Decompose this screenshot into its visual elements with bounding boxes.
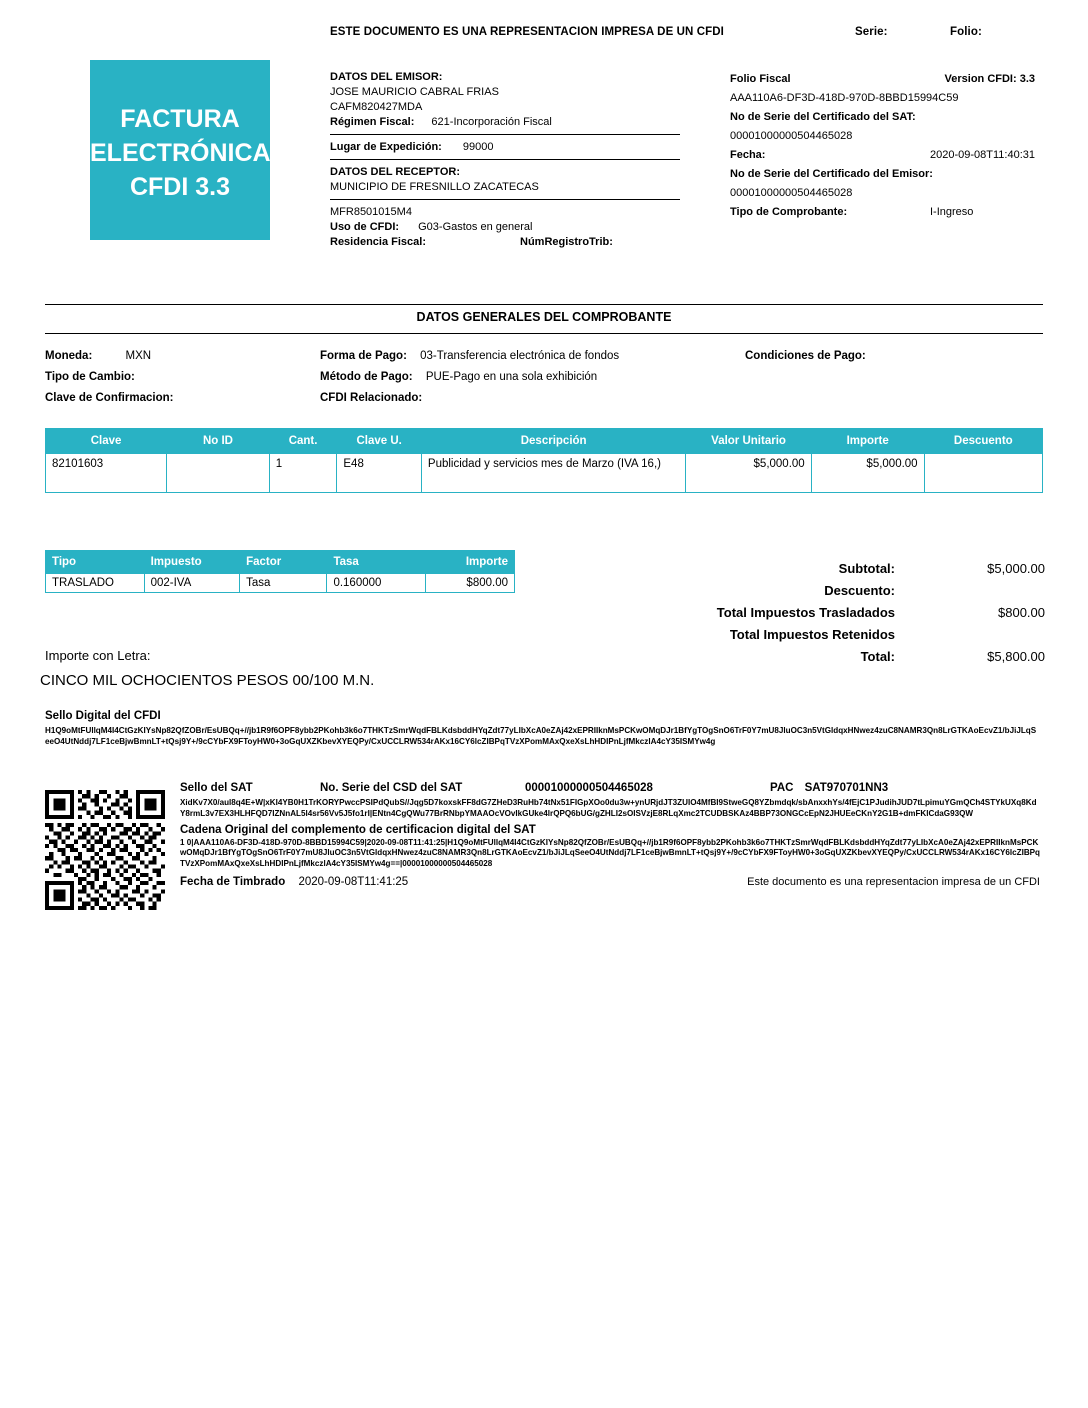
total-row-subtotal — [600, 558, 1045, 580]
impuestos-trasladados-value: $800.00 — [998, 605, 1045, 620]
impuestos-table — [45, 550, 515, 593]
conceptos-table — [45, 428, 1043, 493]
descuento-label: Descuento: — [824, 583, 895, 598]
cell-importe: $5,000.00 — [811, 454, 924, 493]
sello-sat-value: XidKv7X0/aul8q4E+W|xKI4YB0H1TrKORYPwccPSIPdQubS//Jqg5D7koxskFF8dG7ZHeD3RuHb74tNx51FIGpXOo0du3w+ynURjdJT3ZUIO4MfBI9StweGQ8YZbmdqk/sbAnxxhYs/4fEjC1PJudihJUD7tLpimuYGmQCh4STYkUXq8KdY8rmL3v7EX3HLHFQD7IZNnAL5l4sr56Vv5J5fo1rI|ENtn4CgQWu77BrRNbpYMAAOcVOvIkGUke4lrQPQ6bUG/gZHLI2sOISVzjE8RLqXmc2TCUDBSKAz4BBP73ONGCcEpN2JHUEeCKnY2G1B+dmFKlCdaG93QW — [180, 798, 1037, 818]
divider-lugar — [330, 159, 680, 160]
folio-fiscal-value: AAA110A6-DF3D-418D-970D-8BBD15994C59 — [730, 92, 959, 104]
datos-generales-column-3 — [745, 346, 1085, 367]
receptor-nombre: MUNICIPIO DE FRESNILLO ZACATECAS — [330, 181, 539, 193]
clave-confirmacion-row — [45, 388, 315, 409]
logo-box — [90, 60, 270, 240]
cell-clave-u: E48 — [337, 454, 422, 493]
total-row-retenidos — [600, 624, 1045, 646]
col-descuento: Descuento — [924, 429, 1042, 454]
divider-receptor — [330, 199, 680, 200]
emisor-nombre: JOSE MAURICIO CABRAL FRIAS — [330, 86, 499, 98]
receptor-uso-value: G03-Gastos en general — [418, 221, 533, 233]
folio-label: Folio: — [950, 26, 982, 38]
fiscal-data-block — [730, 70, 1035, 222]
condiciones-pago-row — [745, 346, 1085, 367]
col-tasa: Tasa — [327, 551, 425, 574]
forma-pago-row — [320, 346, 700, 367]
total-row-trasladados — [600, 602, 1045, 624]
tipo-comprobante-value: I-Ingreso — [930, 206, 974, 218]
emisor-lugar-value: 99000 — [462, 141, 494, 153]
emisor-lugar — [330, 140, 700, 155]
cell-valor-unitario: $5,000.00 — [686, 454, 811, 493]
folio-fiscal-label: Folio Fiscal — [730, 73, 791, 85]
fecha-timbrado-row — [180, 877, 1040, 893]
logo-line-2: ELECTRÓNICA — [90, 139, 271, 167]
divider-datos-generales-top — [45, 304, 1043, 305]
importe-letra-value: CINCO MIL OCHOCIENTOS PESOS 00/100 M.N. — [40, 672, 375, 689]
forma-pago-value: 03-Transferencia electrónica de fondos — [420, 350, 620, 362]
col-tipo: Tipo — [46, 551, 145, 574]
col-clave: Clave — [46, 429, 167, 454]
datos-generales-column-1 — [45, 346, 315, 409]
receptor-rfc: MFR8501015M4 — [330, 206, 412, 218]
version-cfdi-label: Version CFDI: 3.3 — [944, 73, 1035, 85]
cell-importe-impuesto: $800.00 — [425, 574, 514, 593]
qr-code-icon — [45, 790, 165, 910]
importe-letra-label: Importe con Letra: — [45, 648, 151, 663]
fecha-timbrado-value: 2020-09-08T11:41:25 — [298, 876, 409, 888]
total-value: $5,800.00 — [987, 649, 1045, 664]
datos-generales-column-2 — [320, 346, 700, 409]
totals-block — [600, 558, 1045, 668]
col-valor-unitario: Valor Unitario — [686, 429, 811, 454]
pac-field — [770, 783, 888, 794]
pac-label: PAC — [770, 782, 794, 794]
forma-pago-label: Forma de Pago: — [320, 350, 407, 362]
serie-csd-sat-label: No de Serie del Certificado del SAT: — [730, 111, 916, 123]
col-importe-impuesto: Importe — [425, 551, 514, 574]
col-no-id: No ID — [167, 429, 270, 454]
cell-no-id — [167, 454, 270, 493]
no-serie-csd-sat-label: No. Serie del CSD del SAT — [320, 782, 463, 794]
receptor-uso-label: Uso de CFDI: — [330, 221, 400, 233]
sat-block — [180, 783, 1040, 893]
fecha-timbrado-label: Fecha de Timbrado — [180, 876, 286, 888]
metodo-pago-row — [320, 367, 700, 388]
cfdi-relacionado-row — [320, 388, 700, 409]
impuestos-retenidos-label: Total Impuestos Retenidos — [729, 627, 895, 642]
emisor-regimen-value: 621-Incorporación Fiscal — [431, 116, 552, 128]
tipo-comprobante-label: Tipo de Comprobante: — [730, 206, 848, 218]
receptor-title: DATOS DEL RECEPTOR: — [330, 166, 460, 178]
emisor-title: DATOS DEL EMISOR: — [330, 71, 443, 83]
subtotal-label: Subtotal: — [838, 561, 895, 576]
emisor-regimen — [330, 115, 700, 130]
receptor-uso — [330, 220, 700, 235]
divider-datos-generales-bottom — [45, 333, 1043, 334]
folio-fiscal-row — [730, 70, 1035, 89]
cell-tipo: TRASLADO — [46, 574, 145, 593]
total-row-total — [600, 646, 1045, 668]
col-factor: Factor — [240, 551, 327, 574]
document-header — [330, 26, 1030, 38]
cell-cant: 1 — [269, 454, 337, 493]
emisor-rfc: CAFM820427MDA — [330, 101, 423, 113]
receptor-residencia — [330, 235, 700, 250]
cell-clave: 82101603 — [46, 454, 167, 493]
subtotal-value: $5,000.00 — [987, 561, 1045, 576]
tipo-cambio-label: Tipo de Cambio: — [45, 371, 135, 383]
no-serie-csd-sat-value: 00001000000504465028 — [525, 782, 653, 794]
receptor-numregistro-label: NúmRegistroTrib: — [520, 236, 613, 248]
logo-line-1: FACTURA — [120, 105, 240, 133]
cadena-original-title: Cadena Original del complemento de certificacion digital del SAT — [180, 824, 536, 836]
document-header-title: ESTE DOCUMENTO ES UNA REPRESENTACION IMPRESA DE UN CFDI — [330, 26, 724, 38]
footer-note: Este documento es una representacion impresa de un CFDI — [747, 876, 1040, 888]
metodo-pago-label: Método de Pago: — [320, 371, 413, 383]
metodo-pago-value: PUE-Pago en una sola exhibición — [425, 371, 598, 383]
cadena-original-value: 1 0|AAA110A6-DF3D-418D-970D-8BBD15994C59|2020-09-08T11:41:25|H1Q9oMtFUllqM4I4CtGzKIYsNp82QfZOBr/EsUBQq+//jb1R9f6OPF8ybb2PKohb3k6o7THKTzSmrWqdFBLKdsbddHYqZdt77yLIbXcA0eZAj42xEPRIIknMsPCKwOMqDJr1BfYgTOgSnO6TrF0Y7mU8JluOC3n5VtGldqxHNwez4zuC8NAMR3Qn8LrGTKAoEcvZ1/bJiJLqSeeO4UtNddj7LF1ceBjwBmnLT+tQsj9Y+/9cCYbFX9FToyHW0+3oGqUXZKbevXYEQPy/CxUCCLRW534rAKx16CY6lcZIBPqTVzXPomMAxQxeXsLhHDIPnLjfMkczlA4cY35ISMYw4g==|00001000000504465028 — [180, 837, 1041, 868]
sello-sat-label: Sello del SAT — [180, 782, 253, 794]
logo-line-3: CFDI 3.3 — [129, 173, 231, 201]
cell-factor: Tasa — [240, 574, 327, 593]
cell-tasa: 0.160000 — [327, 574, 425, 593]
table-row — [46, 454, 1043, 493]
conceptos-header-row — [46, 429, 1043, 454]
col-impuesto: Impuesto — [144, 551, 239, 574]
impuestos-trasladados-label: Total Impuestos Trasladados — [716, 605, 895, 620]
total-label: Total: — [860, 649, 895, 664]
impuestos-header-row — [46, 551, 515, 574]
col-importe: Importe — [811, 429, 924, 454]
divider-emisor — [330, 134, 680, 135]
emisor-receptor-block — [330, 70, 700, 250]
serie-label: Serie: — [855, 26, 888, 38]
receptor-residencia-label: Residencia Fiscal: — [330, 236, 426, 248]
clave-confirmacion-label: Clave de Confirmacion: — [45, 392, 174, 404]
moneda-label: Moneda: — [45, 350, 93, 362]
tipo-comprobante-row — [730, 203, 1035, 222]
fecha-label: Fecha: — [730, 149, 766, 161]
cell-descripcion: Publicidad y servicios mes de Marzo (IVA 16,) — [421, 454, 685, 493]
col-descripcion: Descripción — [421, 429, 685, 454]
serie-csd-emisor-value: 00001000000504465028 — [730, 187, 853, 199]
total-row-descuento — [600, 580, 1045, 602]
condiciones-pago-label: Condiciones de Pago: — [745, 350, 866, 362]
col-cant: Cant. — [269, 429, 337, 454]
serie-csd-sat-value: 00001000000504465028 — [730, 130, 853, 142]
moneda-row — [45, 346, 315, 367]
cell-impuesto: 002-IVA — [144, 574, 239, 593]
serie-csd-emisor-label: No de Serie del Certificado del Emisor: — [730, 168, 933, 180]
folio-field — [950, 26, 982, 38]
cfdi-relacionado-label: CFDI Relacionado: — [320, 392, 423, 404]
moneda-value: MXN — [125, 350, 152, 362]
pac-value: SAT970701NN3 — [804, 782, 889, 794]
emisor-regimen-label: Régimen Fiscal: — [330, 116, 415, 128]
emisor-lugar-label: Lugar de Expedición: — [330, 141, 442, 153]
col-clave-u: Clave U. — [337, 429, 422, 454]
sello-cfdi-title: Sello Digital del CFDI — [45, 710, 161, 722]
sat-head-row — [180, 783, 1040, 798]
datos-generales-title: DATOS GENERALES DEL COMPROBANTE — [416, 310, 672, 324]
tipo-cambio-row — [45, 367, 315, 388]
fecha-value: 2020-09-08T11:40:31 — [930, 149, 1035, 161]
table-row — [46, 574, 515, 593]
fecha-row — [730, 146, 1035, 165]
cell-descuento — [924, 454, 1042, 493]
sello-cfdi-value: H1Q9oMtFUllqM4I4CtGzKIYsNp82QfZOBr/EsUBQq+//jb1R9f6OPF8ybb2PKohb3k6o7THKTzSmrWqdFBLKdsbddHYqZdt77yLIbXcA0eZAj42xEPRIIknMsPCKwOMqDJr1BfYgTOgSnO6TrF0Y7mU8JluOC3n5VtGldqxHNwez4zuC8NAMR3Qn8LrGTKAoEcvZ1/bJiJLqSeeO4UtNddj7LF1ceBjwBmnLT+tQsj9Y+/9cCYbFX9FToyHW0+3oGqUXZKbevXYEQPy/CxUCCLRW534rAKx16CY6lcZIBPqTVzXPomMAxQxeXsLhHDIPnLjfMkczlA4cY35ISMYw4g — [45, 726, 1037, 746]
serie-field — [855, 26, 888, 38]
